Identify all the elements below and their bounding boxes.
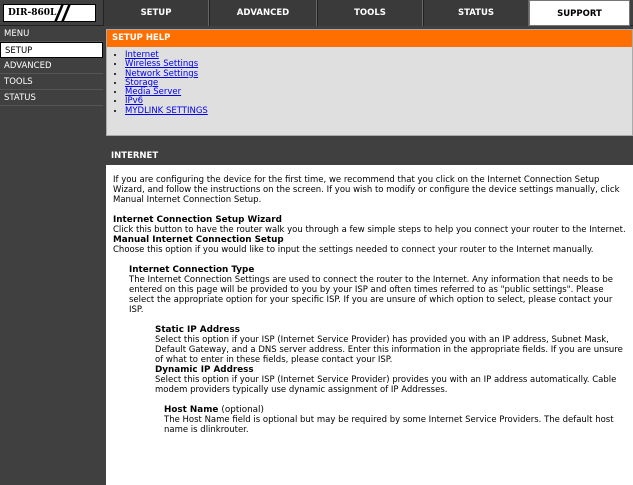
tab-tools[interactable]: TOOLS [317,0,423,26]
host-name-text: The Host Name field is optional but may be required by some Internet Service Providers. The default host name is dlinkrouter. [164,415,614,435]
internet-help-content [106,165,633,435]
tab-status[interactable]: STATUS [423,0,529,26]
tab-setup[interactable]: SETUP [103,0,209,26]
wizard-heading: Internet Connection Setup Wizard [113,215,282,225]
host-name-heading [164,405,627,415]
link-ipv6[interactable]: IPv6 [125,96,144,107]
connection-type-text: The Internet Connection Settings are used to connect the router to the Internet. Any information that needs to be entered on this page will be provided to you by your ISP and often times referred to as "public settings". Please select the appropriate option for your specific ISP. If you are unsure of which option to select, please contact your ISP. [129,275,613,315]
manual-heading: Manual Internet Connection Setup [113,235,284,245]
list-item [125,51,632,60]
list-item [125,88,632,97]
list-item [125,79,632,88]
setup-help-title: SETUP HELP [107,30,632,47]
wizard-text: Click this button to have the router walk you through a few simple steps to help you connect your router to the Internet. [113,225,626,235]
link-mydlink-settings[interactable]: MYDLINK SETTINGS [125,105,208,116]
tab-support[interactable]: SUPPORT [529,0,630,26]
top-bar [0,0,633,26]
dynamic-ip-heading: Dynamic IP Address [155,365,254,375]
list-item [125,60,632,69]
main-content [103,26,633,485]
manual-text: Choose this option if you would like to input the settings needed to connect your router to the Internet manually. [113,245,594,255]
help-link-list [107,47,632,116]
link-media-server[interactable]: Media Server [125,87,182,98]
internet-help-panel [106,148,633,485]
list-item [125,107,632,116]
main-nav-tabs [103,0,630,26]
model-logo [3,4,96,22]
setup-help-panel [106,29,633,136]
sidebar-item-status[interactable]: STATUS [0,90,103,106]
link-internet[interactable]: Internet [125,50,159,60]
link-storage[interactable]: Storage [125,77,159,88]
connection-type-heading: Internet Connection Type [129,265,255,275]
static-ip-text: Select this option if your ISP (Internet Service Provider) has provided you with an IP address, Subnet Mask, Default Gateway, and a DNS server address. Enter this information in the appropriate fields. If you are unsure of what to enter in these fields, please contact your ISP. [155,335,623,365]
static-ip-heading: Static IP Address [155,325,240,335]
sidebar-item-menu[interactable]: MENU [0,26,103,42]
host-name-optional: (optional) [221,405,264,415]
internet-section-title: INTERNET [106,148,633,165]
list-item [125,70,632,79]
model-name: DIR-860L [8,8,57,18]
tab-advanced[interactable]: ADVANCED [209,0,317,26]
sidebar-item-tools[interactable]: TOOLS [0,74,103,90]
dynamic-ip-text: Select this option if your ISP (Internet Service Provider) provides you with an IP address automatically. Cable modem providers typically use dynamic assignment of IP Addresses. [155,375,617,395]
sidebar [0,26,103,485]
link-network-settings[interactable]: Network Settings [125,68,199,79]
sidebar-item-advanced[interactable]: ADVANCED [0,58,103,74]
intro-text: If you are configuring the device for the first time, we recommend that you click on the Internet Connection Setup Wizard, and follow the instructions on the screen. If you wish to modify or configure the device settings manually, click Manual Internet Connection Setup. [113,175,620,205]
host-name-label: Host Name [164,405,219,415]
brand-slashes-icon [48,4,88,22]
sidebar-item-setup[interactable]: SETUP [0,42,103,58]
link-wireless-settings[interactable]: Wireless Settings [125,59,199,70]
